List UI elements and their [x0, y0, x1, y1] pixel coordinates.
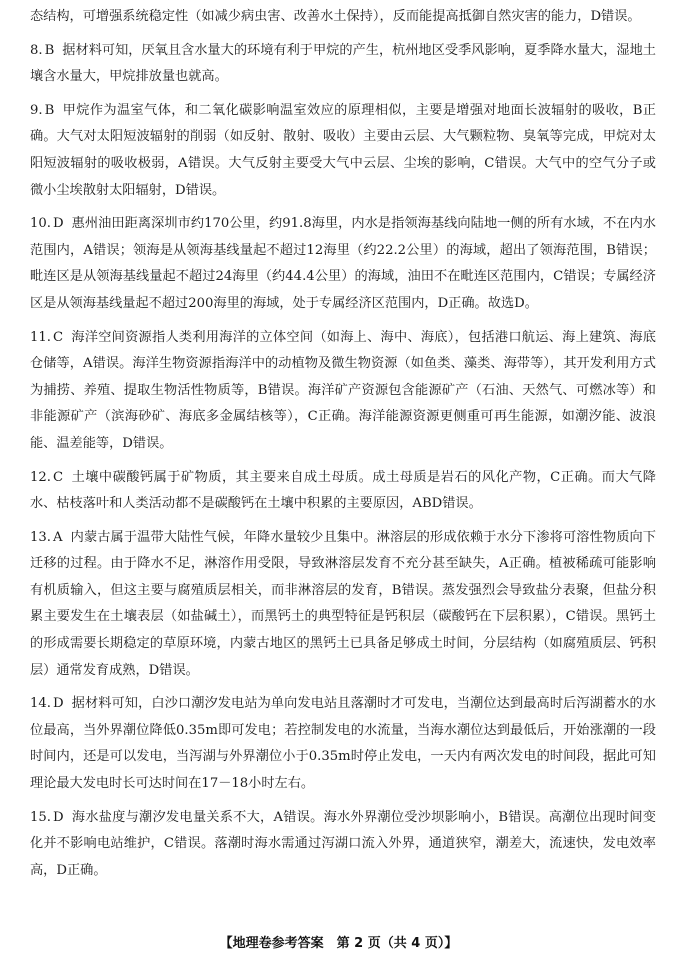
item-number: 10. [30, 216, 51, 232]
item-text: 内蒙古属于温带大陆性气候，年降水量较少且集中。淋溶层的形成依赖于水分下渗将可溶性物质向下迁移的过程。由于降水不足，淋溶作用受限，导致淋溶层发育不充分甚至缺失，A正确。植被稀疏可能影响有机质输入，但这主要与腐殖质层相关，而非淋溶层的发育，B错误。蒸发强烈会导致盐分表聚，但盐分积累主要发生在土壤表层（如盐碱土），而黑钙土的典型特征是钙积层（碳酸钙在下层积累），C错误。黑钙土的形成需要长期稳定的草原环境，内蒙古地区的黑钙土已具备足够成土时间，分层结构（如腐殖质层、钙积层）通常发育成熟，D错误。 [30, 529, 656, 678]
item-text: 海水盐度与潮汐发电量关系不大，A错误。海水外界潮位受沙坝影响小，B错误。高潮位出现时间变化并不影响电站维护，C错误。落潮时海水需通过泻湖口流入外界，通道狭窄，潮差大，流速快，发电效率高，D正确。 [30, 809, 656, 878]
answer-item-15 [30, 805, 656, 885]
item-answer: D [52, 809, 64, 825]
item-text: 土壤中碳酸钙属于矿物质，其主要来自成土母质。成土母质是岩石的风化产物，C正确。而大气降水、枯枝落叶和人类活动都不是碳酸钙在土壤中积累的主要原因，ABD错误。 [30, 469, 656, 512]
item-answer: C [52, 469, 64, 485]
item-answer: B [44, 42, 55, 58]
answer-item-9 [30, 98, 656, 204]
item-text: 态结构，可增强系统稳定性（如减少病虫害、改善水土保持），反而能提高抵御自然灾害的能力，D错误。 [30, 9, 641, 24]
item-number: 11. [30, 329, 51, 345]
item-answer: C [52, 329, 64, 345]
item-number: 13. [30, 529, 51, 545]
page-footer: 【地理卷参考答案 第 2 页（共 4 页）】 [219, 936, 458, 951]
item-number: 8. [30, 42, 43, 58]
item-number: 15. [30, 809, 51, 825]
item-number: 14. [30, 696, 51, 712]
item-number: 12. [30, 469, 51, 485]
item-answer: B [44, 102, 55, 118]
answer-item-11 [30, 325, 656, 458]
answer-item-13 [30, 525, 656, 685]
item-text: 据材料可知，白沙口潮汐发电站为单向发电站且落潮时才可发电，当潮位达到最高时后泻湖蓄水的水位最高，当外界潮位降低0.35m即可发电；若控制发电的水流量，当海水潮位达到最低后，开始涨潮的一段时间内，还是可以发电，当泻湖与外界潮位小于0.35m时停止发电，一天内有两次发电的时间段，据此可知理论最大发电时长可达时间在17－18小时左右。 [30, 696, 656, 792]
continued-paragraph [30, 4, 656, 31]
item-text: 惠州油田距离深圳市约170公里，约91.8海里，内水是指领海基线向陆地一侧的所有水域，不在内水范围内，A错误；领海是从领海基线量起不超过12海里（约22.2公里）的海域，超出了领海范围，B错误；毗连区是从领海基线量起不超过24海里（约44.4公里）的海域，油田不在毗连区范围内，C错误；专属经济区是从领海基线量起不超过200海里的海域，处于专属经济区范围内，D正确。故选D。 [30, 216, 656, 311]
item-number: 9. [30, 102, 43, 118]
item-text: 甲烷作为温室气体，和二氧化碳影响温室效应的原理相似，主要是增强对地面长波辐射的吸收，B正确。大气对太阳短波辐射的削弱（如反射、散射、吸收）主要由云层、大气颗粒物、臭氧等完成，甲烷对太阳短波辐射的吸收极弱，A错误。大气反射主要受大气中云层、尘埃的影响，C错误。大气中的空气分子或微小尘埃散射太阳辐射，D错误。 [30, 102, 656, 198]
item-answer: D [52, 696, 64, 712]
item-answer: A [52, 529, 63, 545]
item-text: 据材料可知，厌氧且含水量大的环境有利于甲烷的产生，杭州地区受季风影响，夏季降水量大，湿地土壤含水量大，甲烷排放量也就高。 [30, 42, 656, 85]
item-text: 海洋空间资源指人类利用海洋的立体空间（如海上、海中、海底），包括港口航运、海上建筑、海底仓储等，A错误。海洋生物资源指海洋中的动植物及微生物资源（如鱼类、藻类、海带等），其开发利用方式为捕捞、养殖、提取生物活性物质等，B错误。海洋矿产资源包含能源矿产（石油、天然气、可燃冰等）和非能源矿产（滨海砂矿、海底多金属结核等），C正确。海洋能源资源更侧重可再生能源，如潮汐能、波浪能、温差能等，D错误。 [30, 329, 656, 451]
answer-content [30, 4, 656, 884]
answer-item-14 [30, 691, 656, 797]
answer-item-8 [30, 38, 656, 91]
answer-item-10 [30, 211, 656, 317]
item-answer: D [52, 216, 64, 232]
answer-item-12 [30, 465, 656, 518]
